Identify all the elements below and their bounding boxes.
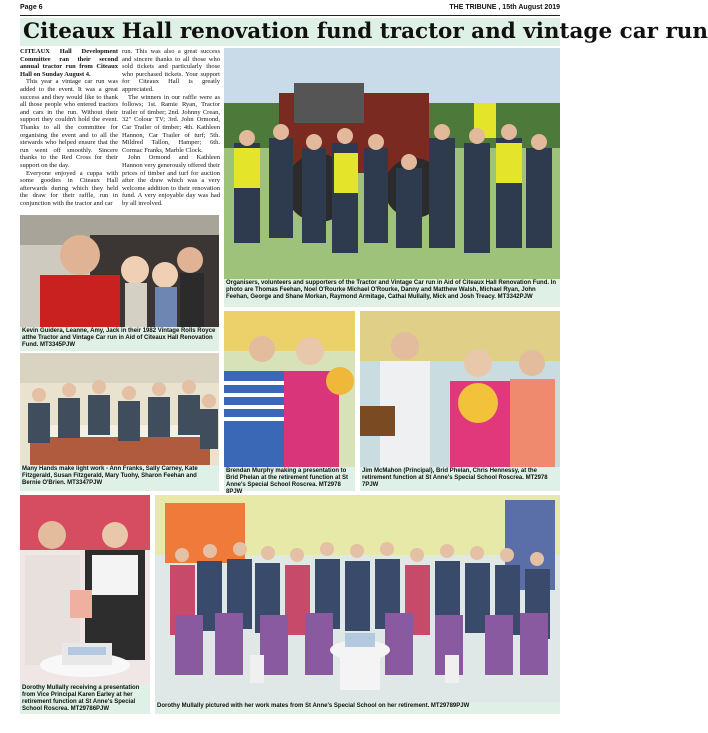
article-para-4: The winners in our raffle were as follows; 1st. Ramie Ryan, Tractor trailer of timber; 2nd. Johnny Crean, 32" Colour TV; 3rd. John Ormond, Car Trailer of timber; 4th. Kathleen Hannon, Car Trailer of turf; 5th. Mildred Tallon, Hamper; 6th. Cormac Franks, Marble Clock. [122, 93, 220, 154]
vintage-car-photo [20, 215, 219, 327]
jim-presentation-photo [360, 311, 560, 467]
page-number: Page 6 [20, 4, 43, 11]
caption-dorothy-cake: Dorothy Mullally receiving a presentation from Vice Principal Karen Earley at her retirement function at St Anne's Special School Roscrea. MT29786PJW [20, 684, 150, 714]
article-para-2: This year a vintage car run was added to the event. It was a great success and they would like to thank all those people who entered tractors and cars in the run. Without their support they couldn't hold the event. Thanks to all the committee for organising the event and to all the stewards who helped ensure that the run went off smoothly. Sincere thanks to the Red Cross for their support on the day. [20, 78, 118, 169]
article-column-1 [20, 48, 118, 213]
many-hands-photo [20, 353, 219, 465]
headline: Citeaux Hall renovation fund tractor and vintage car run [20, 18, 560, 46]
caption-many-hands: Many Hands make light work - Ann Franks, Sally Carney, Kate Fitzgerald, Susan Fitzgerald, Mary Tuohy, Sharon Feehan and Bernie O'Brien. MT3347PJW [20, 465, 219, 491]
caption-brendan: Brendan Murphy making a presentation to Brid Phelan at the retirement function at St Anne's Special School Roscrea. MT2978 8PJW [224, 467, 355, 491]
page-header [20, 4, 560, 14]
school-group-photo [155, 495, 560, 702]
dorothy-cake-photo [20, 495, 150, 684]
publication-dateline: THE TRIBUNE , 15th August 2019 [449, 4, 560, 11]
article-para-3: Everyone enjoyed a cuppa with some goodies in Citeaux Hall afterwards during which they held the draw for their raffle, run in conjunction with the tractor and car [20, 169, 118, 207]
caption-jim: Jim McMahon (Principal), Brid Phelan, Chris Hennessy, at the retirement function at St Anne's Special School Roscrea. MT2978 7PJW [360, 467, 560, 491]
caption-school-group: Dorothy Mullally pictured with her work mates from St Anne's Special School on her retirement. MT29789PJW [155, 702, 560, 714]
brendan-presentation-photo [224, 311, 355, 467]
article-para-3-cont: run. This was also a great success and sincere thanks to all those who sold tickets and particularly those who purchased tickets. Your support for Citeaux Hall is greatly appreciated. [122, 48, 220, 93]
caption-tractor-group: Organisers, volunteers and supporters of the Tractor and Vintage Car run in Aid of Citeaux Hall Renovation Fund. In photo are Thomas Feehan, Noel O'Rourke Michael O'Rourke, Danny and Matthew Walsh, Michael Ryan, John Feehan, George and Shane Morkan, Raymond Armitage, Cathal Mullally, Mick and Josh Treacy. MT3342PJW [224, 279, 560, 307]
article-para-5: John Ormond and Kathleen Hannon very generously offered their prices of timber and turf for auction after the draw which was a very welcome addition to their renovation fund. A very enjoyable day was had by all involved. [122, 154, 220, 207]
article-column-2 [122, 48, 220, 213]
header-rule [20, 15, 560, 16]
tractor-group-photo [224, 48, 560, 279]
article-lead: CITEAUX Hall Development Committee ran their second annual tractor run from Citeaux Hall on Sunday August 4. [20, 48, 118, 78]
caption-vintage-car: Kevin Guidera, Leanne, Amy, Jack in their 1982 Vintage Rolls Royce atthe Tractor and Vintage Car run in Aid of Citeaux Hall Renovation Fund. MT3345PJW [20, 327, 219, 351]
